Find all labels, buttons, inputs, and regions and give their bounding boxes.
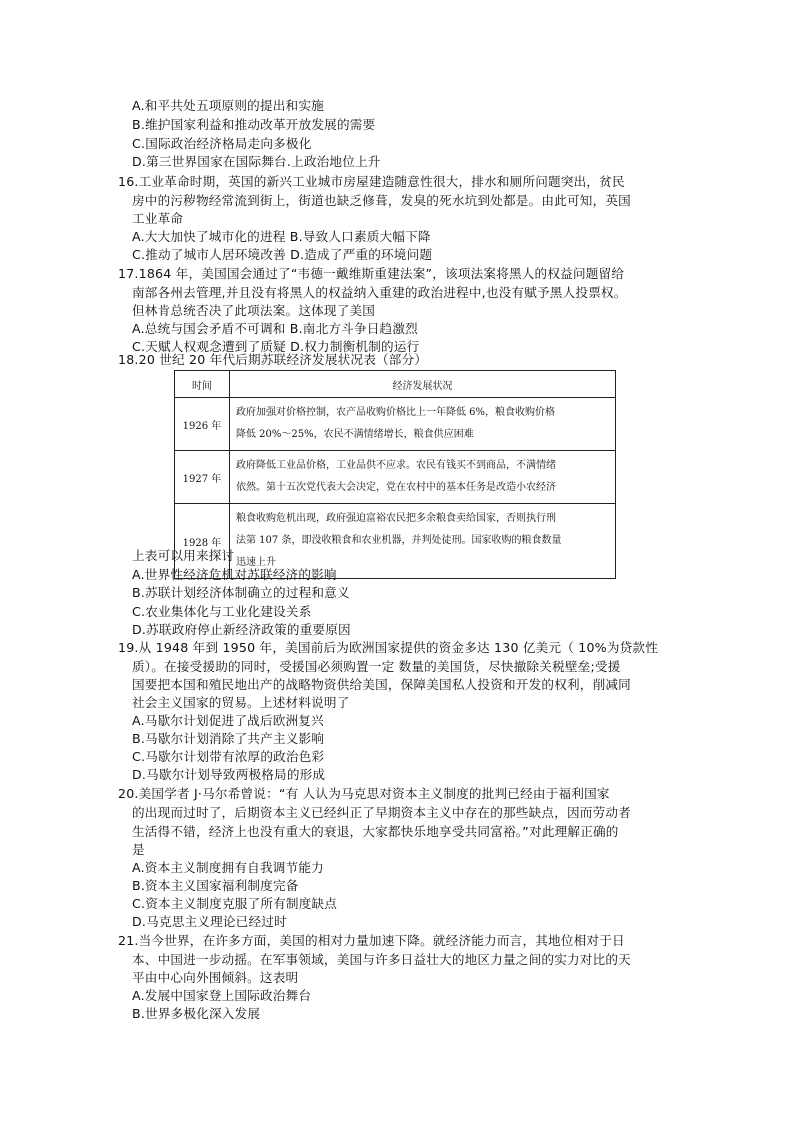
q19-stem-line: 质）。在接受援助的同时，受援国必须购置一定 数量的美国货，尽快撤除关税壁垒;受援 — [132, 659, 621, 674]
q19-stem-line: 社会主义国家的贸易。上述材料说明了 — [132, 695, 350, 710]
q15-option-a: A.和平共处五项原则的提出和实施 — [132, 98, 324, 113]
q20-stem-line: 是 — [132, 842, 145, 857]
q15-option-c: C.国际政治经济格局走向多极化 — [132, 136, 312, 151]
table-header-time: 时间 — [175, 371, 230, 398]
q19-option-b: B.马歇尔计划消除了共产主义影响 — [132, 731, 325, 746]
table-cell-year: 1928 年 — [175, 504, 230, 579]
q16-stem-line: 16.工业革命时期，英国的新兴工业城市房屋建造随意性很大，排水和厕所问题突出，贫民 — [118, 174, 625, 189]
table-header-status: 经济发展状况 — [230, 371, 616, 398]
table-row — [175, 451, 616, 504]
q20-option-c: C.资本主义制度克服了所有制度缺点 — [132, 896, 338, 911]
q18-title: 18.20 世纪 20 年代后期苏联经济发展状况表（部分） — [118, 352, 428, 367]
table-cell-desc — [230, 398, 616, 451]
q18-option-d: D.苏联政府停止新经济政策的重要原因 — [132, 622, 351, 637]
q19-option-a: A.马歇尔计划促进了战后欧洲复兴 — [132, 713, 324, 728]
q17-options-ab: A.总统与国会矛盾不可调和 B.南北方斗争日趋激烈 — [132, 321, 418, 336]
q20-stem-line: 的出现而过时了，后期资本主义已经纠正了早期资本主义中存在的那些缺点，因而劳动者 — [132, 805, 631, 820]
q16-options-ab: A.大大加快了城市化的进程 B.导致人口素质大幅下降 — [132, 229, 431, 244]
table-cell-line: 政府加强对价格控制，农产品收购价格比上一年降低 6%，粮食收购价格 — [236, 407, 556, 418]
q21-option-b: B.世界多极化深入发展 — [132, 1006, 261, 1021]
q21-stem-line: 平由中心向外围倾斜。这表明 — [132, 970, 299, 985]
table-cell-desc — [230, 451, 616, 504]
q21-option-a: A.发展中国家登上国际政治舞台 — [132, 988, 312, 1003]
q21-stem-line: 本、中国进一步动摇。在军事领域，美国与许多日益壮大的地区力量之间的实力对比的天 — [132, 952, 631, 967]
table-cell-line: 政府降低工业品价格，工业品供不应求。农民有钱买不到商品，不满情绪 — [236, 460, 556, 471]
q19-stem-line: 19.从 1948 年到 1950 年，美国前后为欧洲国家提供的资金多达 130 亿美元（ 10%为贷款性 — [118, 640, 658, 655]
table-header-row — [175, 371, 616, 398]
q21-stem-line: 21.当今世界，在许多方面，美国的相对力量加速下降。就经济能力而言，其地位相对于日 — [118, 933, 625, 948]
table-cell-line: 降低 20%～25%，农民不满情绪增长，粮食供应困难 — [236, 429, 474, 440]
q17-stem-line: 但林肯总统否决了此项法案。这体现了美国 — [132, 303, 376, 318]
q20-option-d: D.马克思主义理论已经过时 — [132, 914, 287, 929]
q19-option-c: C.马歇尔计划带有浓厚的政治色彩 — [132, 749, 325, 764]
q15-option-b: B.维护国家利益和推动改革开放发展的需要 — [132, 117, 376, 132]
q17-stem-line: 南部各州去管理,并且没有将黑人的权益纳入重建的政治进程中,也没有赋予黑人投票权。 — [132, 285, 627, 300]
table-cell-line: 粮食收购危机出现，政府强迫富裕农民把多余粮食卖给国家，否则执行刑 — [236, 513, 556, 524]
q17-stem-line: 17.1864 年，美国国会通过了“韦德一戴维斯重建法案”，该项法案将黑人的权益问题留给 — [118, 266, 625, 281]
q17-options-cd: C.天赋人权观念遭到了质疑 D.权力制衡机制的运行 — [132, 339, 420, 354]
q16-stem-line: 工业革命 — [132, 211, 184, 226]
table-cell-line: 法第 107 条，即没收粮食和农业机器，并判处徒刑。国家收购的粮食数量 — [236, 535, 562, 546]
q18-option-c: C.农业集体化与工业化建设关系 — [132, 604, 312, 619]
table-cell-line: 迅速上升 — [236, 557, 276, 568]
economy-table — [174, 370, 616, 579]
table-cell-year: 1927 年 — [175, 451, 230, 504]
q15-option-d: D.第三世界国家在国际舞台.上政治地位上升 — [132, 154, 381, 169]
table-cell-year: 1926 年 — [175, 398, 230, 451]
q18-stem: 上表可以用来探讨 — [132, 548, 235, 563]
table-cell-line: 依然。第十五次党代表大会决定，党在农村中的基本任务是改造小农经济 — [236, 482, 556, 493]
q20-option-b: B.资本主义国家福利制度完备 — [132, 878, 299, 893]
q20-stem-line: 20.美国学者 J·马尔希曾说：“有 人认为马克思对资本主义制度的批判已经由于福利国家 — [118, 786, 610, 801]
q18-option-a: A.世界性经济危机对苏联经济的影响 — [132, 567, 337, 582]
q19-stem-line: 国要把本国和殖民地出产的战略物资供给美国，保障美国私人投资和开发的权利，削减同 — [132, 677, 631, 692]
table-row — [175, 398, 616, 451]
q16-stem-line: 房中的污秽物经常流到街上，街道也缺乏修葺，发臭的死水坑到处都是。由此可知，英国 — [132, 193, 631, 208]
q16-options-cd: C.推动了城市人居环境改善 D.造成了严重的环境问题 — [132, 247, 433, 262]
q20-stem-line: 生活得不错，经济上也没有重大的衰退，大家都快乐地享受共同富裕。”对此理解正确的 — [132, 824, 619, 839]
q20-option-a: A.资本主义制度拥有自我调节能力 — [132, 860, 324, 875]
q18-option-b: B.苏联计划经济体制确立的过程和意义 — [132, 585, 350, 600]
q19-option-d: D.马歇尔计划导致两极格局的形成 — [132, 767, 326, 782]
